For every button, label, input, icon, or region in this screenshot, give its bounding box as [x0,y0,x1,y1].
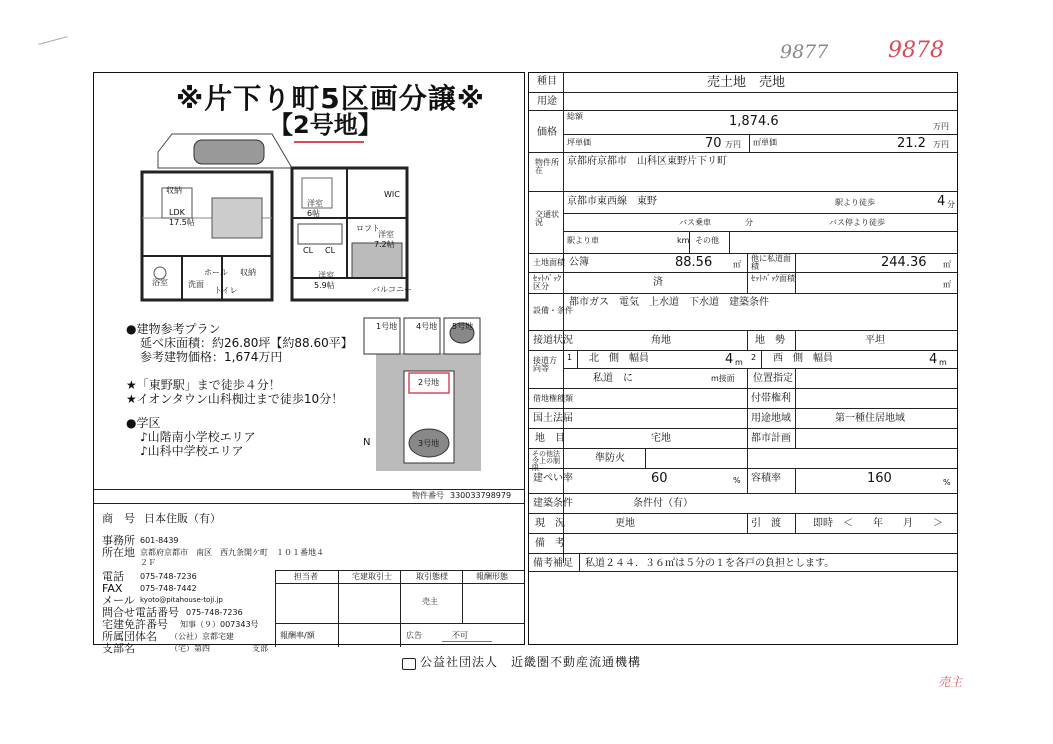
tsubo-unit: 万円 [725,140,741,149]
branch: （宅）第四 [170,644,210,653]
fp-wic: WIC [384,190,400,199]
stamp-header-mode: 取引態様 [416,572,448,581]
school-elementary: ♪山階南小学校エリア [140,430,256,444]
inquiry-label: 問合せ電話番号 [102,606,179,619]
remarks-label: 備 考 [535,538,565,549]
site-map-drawing [356,313,506,473]
fp-toilet: トイレ [214,286,238,295]
site-lot-4: 4号地 [416,322,438,331]
facilities-label: 設備・条件 [533,306,573,315]
use-label: 用途 [537,96,557,107]
road2-unit: m [939,358,947,367]
bcr-unit: % [733,476,741,485]
stamp-header-fee: 報酬形態 [476,572,508,581]
site-lot-1: 1号地 [376,322,398,331]
other-limit-label: その他法令上の制限 [532,450,560,472]
flyer-subtitle: 【2号地】 [269,111,382,139]
fp-room2-size: 7.2帖 [374,240,395,249]
km-unit: km [677,236,690,245]
trade-name-label: 商 号 [102,512,135,525]
far-label: 容積率 [751,473,781,484]
road2-no: 2 [751,353,757,362]
road1-width: 4 [725,352,734,367]
branch-label: 支部名 [102,642,135,655]
floor-area: 延べ床面積：約26.80坪【約88.60平】 [140,336,353,350]
total-label: 総額 [567,112,583,121]
access-mall: ★イオンタウン山科椥辻まで徒歩10分！ [126,392,344,406]
train-line: 京都市東西線 東野 [567,196,657,207]
tel-label: 電話 [102,570,124,583]
law-label: 国土法届 [533,413,573,424]
ad-value: 不可 [452,631,468,640]
fax-label: FAX [102,582,123,595]
land-area-label: 土地面積 [533,258,565,267]
tel: 075-748-7236 [140,572,197,581]
contact-unit: m接面 [711,374,735,383]
bus-minutes-unit: 分 [745,218,753,227]
mail-label: メール [102,594,135,607]
setback-area-unit: ㎡ [943,280,951,289]
fp-hall: ホール [204,268,228,277]
walk-minutes: 4 [937,194,946,209]
fp-bath: 浴室 [152,278,168,287]
fp-closet: 収納 [166,186,182,195]
assoc: （公社）京都宅建 [170,632,234,641]
land-area: 88.56 [675,255,713,270]
road-direction-label: 接道方向等 [533,356,557,373]
property-number: 330033798979 [450,491,512,500]
north-arrow: N [363,437,371,448]
fp-room3: 洋室 [318,271,334,280]
land-area-unit: ㎡ [733,260,741,269]
road1-unit: m [735,358,743,367]
total-price: 1,874.6 [729,114,779,129]
fp-room1-size: 6帖 [307,209,321,218]
current: 更地 [615,518,635,529]
address-label: 所在地 [102,546,135,559]
cond: 条件付（有） [633,498,693,509]
terrain-label: 地 勢 [755,335,785,346]
zone: 第一種住居地域 [835,413,905,424]
private-road-unit: ㎡ [943,260,951,269]
office-label: 事務所 [102,534,135,547]
fp-washroom: 洗面 [188,280,204,289]
handover-label: 引 渡 [751,518,781,529]
bus-label: バス乗車 [679,218,711,227]
ad-label: 広告 [406,631,422,640]
tsubo-label: 坪単価 [567,138,591,147]
stamp-header-broker: 宅建取引士 [352,572,392,581]
association-logo-icon [402,658,416,670]
bcr-label: 建ぺい率 [533,473,573,484]
facilities: 都市ガス 電気 上水道 下水道 建築条件 [569,297,769,308]
position-label: 位置指定 [753,373,793,384]
fp-cl1: CL [303,246,314,255]
handwritten-number-red: 9878 [888,38,944,63]
fp-ldk-size: 17.5帖 [169,218,195,227]
sqm-unit: 万円 [933,140,949,149]
landcat-label: 地 目 [535,433,565,444]
setback-area-label: ｾｯﾄﾊﾞｯｸ面積 [751,274,795,283]
fp-loft: ロフト [356,224,380,233]
road-status-label: 接道状況 [533,335,573,346]
address: 京都府京都市 南区 西九条開ケ町 １０１番地４ [140,548,324,557]
zone-label: 用途地域 [751,413,791,424]
access-station: ★「東野駅」まで徒歩４分！ [126,378,281,392]
mail: kyoto@pitahouse-toji.jp [140,596,223,604]
lease-right-label: 付帯権利 [751,393,791,404]
trade-name: 日本住販（有） [144,512,221,525]
far: 160 [867,471,892,486]
road2-width: 4 [929,352,938,367]
walk-unit: 分 [947,200,955,209]
private-road-label: 他に私道面積 [751,254,791,271]
road1-no: 1 [567,353,573,362]
flyer-panel [93,72,525,655]
cityplan-label: 都市計画 [751,433,791,444]
fp-storage: 収納 [240,268,256,277]
stamp-header-agent: 担当者 [294,572,318,581]
branch-suffix: 支部 [252,644,268,653]
site-lot-5: 5号地 [452,322,474,331]
bus-walk-label: バス停より徒歩 [829,218,885,227]
license-label: 宅建免許番号 [102,618,168,631]
land-area-kind: 公簿 [569,257,589,268]
inquiry-tel: 075-748-7236 [186,608,243,617]
sqm-label: ㎡単価 [753,138,777,147]
fee-rate-label: 報酬率/額 [280,631,315,640]
car-icon [194,140,264,164]
walk-label: 駅より徒歩 [835,198,875,207]
other-label: その他 [695,236,719,245]
road2-direction: 西 側 幅員 [773,353,833,364]
fp-room2: 洋室 [378,230,394,239]
school-junior-high: ♪山科中学校エリア [140,444,244,458]
fp-balcony: バルコニー [372,285,412,294]
assoc-label: 所属団体名 [102,630,157,643]
total-unit: 万円 [933,122,949,131]
supplement-label: 備考補足 [533,558,573,569]
tsubo-price: 70 [705,136,722,151]
office-zip: 601-8439 [140,536,179,545]
kind: 売土地 売地 [707,75,786,90]
pencil-mark [38,36,67,45]
floor-plan-drawing [122,128,427,303]
property-sheet [528,72,958,645]
license: 知事（９）007343号 [180,620,259,629]
other-limit: 準防火 [595,453,625,464]
cond-label: 建築条件 [533,498,573,509]
location: 京都府京都市 山科区東野片下リ町 [567,156,727,167]
footer-org: 公益社団法人 近畿圏不動産流通機構 [420,655,642,669]
price-label: 価格 [537,127,557,138]
fp-room3-size: 5.9帖 [314,281,335,290]
fax: 075-748-7442 [140,584,197,593]
handwritten-note-red: 売主 [938,675,963,689]
plan-heading: ●建物参考プラン [126,322,221,336]
road1-direction: 北 側 幅員 [589,353,649,364]
location-label: 物件所在 [535,158,559,175]
fp-room1: 洋室 [307,199,323,208]
current-label: 現 況 [535,518,565,529]
private-road-contact: 私道 に [593,373,633,384]
road-status: 角地 [651,335,671,346]
private-road-area: 244.36 [881,255,927,270]
flyer-title: ※片下り町5区画分譲※ [176,82,485,115]
transport-label: 交通状況 [535,210,559,227]
setback: 済 [653,277,663,288]
site-lot-3: 3号地 [418,439,440,448]
terrain: 平坦 [865,335,885,346]
kind-label: 種目 [537,76,557,87]
address-floor: ２Ｆ [140,558,156,567]
property-number-label: 物件番号 [412,491,444,500]
school-heading: ●学区 [126,416,161,430]
supplement: 私道２４４．３６㎡は５分の１を各戸の負担とします。 [585,558,835,569]
sqm-price: 21.2 [897,136,926,151]
lease-label: 借地権種類 [533,394,573,403]
site-lot-2: 2号地 [418,378,440,387]
fp-ldk: LDK [169,208,185,217]
handwritten-number-gray: 9877 [780,41,829,63]
reference-price: 参考建物価格：1,674万円 [140,350,283,364]
transaction-mode: 売主 [422,597,438,606]
setback-label: ｾｯﾄﾊﾞｯｸ区分 [533,274,561,291]
landcat: 宅地 [651,433,671,444]
far-unit: % [943,478,951,487]
stamp-table [275,570,524,647]
bcr: 60 [651,471,668,486]
fp-cl2: CL [325,246,336,255]
car-label: 駅より車 [567,236,599,245]
handover: 即時 ＜ 年 月 ＞ [813,518,943,529]
